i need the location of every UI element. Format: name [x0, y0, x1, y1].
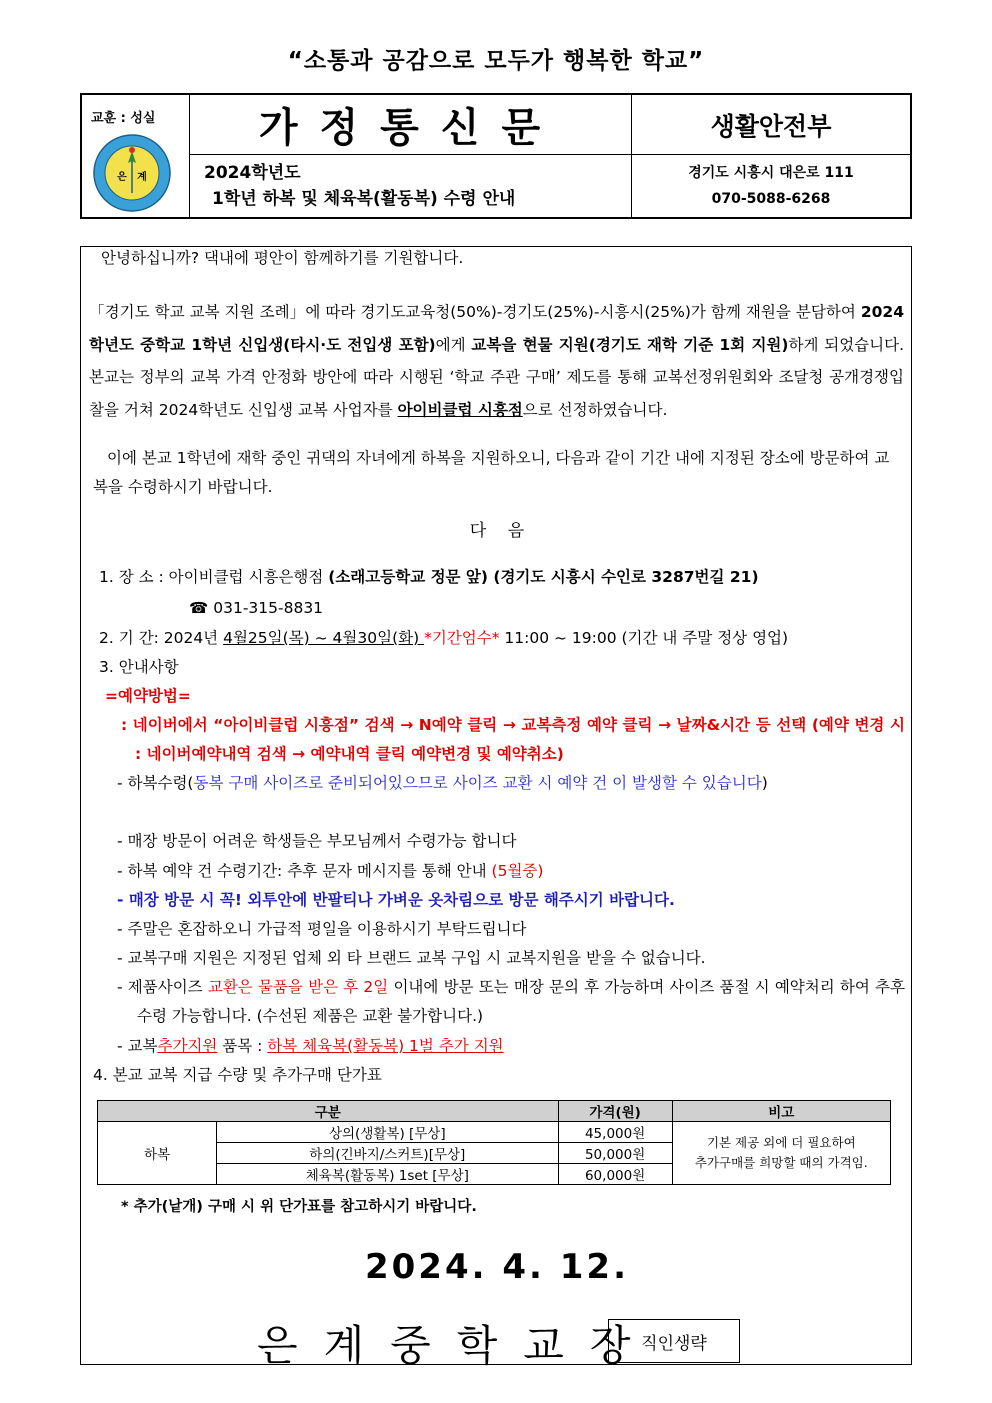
seal-omitted-box: 직인생략: [608, 1319, 740, 1363]
b3-a: - 하복 예약 건 수령기간: 추후 문자 메시지를 통해 안내: [117, 862, 492, 880]
b8-c: 품목 :: [217, 1037, 268, 1055]
intro-p1-e: 하게 되었습니다. 본교는 정부의 교복 가격 안정화 방안에 따라 시행된 ‘학교 주관 구매’ 제도를 통해 교복선정위원회와 조달청 공개경쟁입찰을 거쳐 2024학년도 신입생 교복 사업자를: [89, 335, 905, 419]
section-heading: 다 음: [469, 521, 525, 541]
intro-p1-d: 교복을 현물 지원(경기도 재학 기준 1회 지원): [471, 335, 789, 354]
b8-b: 추가지원: [157, 1037, 218, 1055]
bullet-extra-support: [117, 1032, 504, 1061]
intro-paragraph: [89, 296, 904, 426]
item-place: [99, 563, 911, 592]
period-label: 2. 기 간: 2024년: [99, 629, 224, 647]
place-detail: (소래고등학교 정문 앞) (경기도 시흥시 수인로 3287번길 21): [328, 568, 759, 586]
row-price: 45,000원: [558, 1122, 672, 1143]
emblem-char-right: 계: [137, 172, 147, 183]
bullet-summer-pickup: [117, 769, 889, 798]
group-summer: 하복: [98, 1122, 217, 1185]
reservation-steps: : 네이버에서 “아이비클럽 시흥점” 검색 → N예약 클릭 → 교복측정 예약 클릭 → 날짜&시간 등 선택 (예약 변경 시 : 네이버예약내역 검색 → 예약내역 클릭 예약변경 및 예약취소): [121, 716, 905, 763]
b7-a: - 제품사이즈: [117, 978, 208, 996]
b7-b: 교환은 물품을 받은 후 2일: [207, 978, 389, 996]
table-label: 4. 본교 교복 지급 수량 및 추가구매 단가표: [93, 1066, 382, 1084]
bullet-clothing: - 매장 방문 시 꼭! 외투안에 반팔티나 가벼운 옷차림으로 방문 해주시기 바랍니다.: [117, 891, 675, 909]
row-item: 상의(생활복) [무상]: [217, 1122, 559, 1143]
principal-signature: 은계중학교장: [257, 1321, 657, 1370]
subtitle-topic: 1학년 하복 및 체육복(활동복) 수령 안내: [212, 189, 516, 209]
place-phone: ☎ 031-315-8831: [189, 599, 324, 617]
period-hours: 11:00 ~ 19:00 (기간 내 주말 정상 영업): [499, 629, 789, 647]
department-name: 생활안전부: [632, 95, 910, 155]
school-emblem-icon: [92, 133, 172, 213]
issue-date: 2024. 4. 12.: [364, 1247, 630, 1287]
b1-b: 동복 구매 사이즈로 준비되어있으므로 사이즈 교환 시 예약 건 이 발생할 수 있습니다: [193, 774, 762, 792]
school-motto: 교훈 : 성실: [91, 111, 156, 126]
th-note: 비고: [672, 1101, 890, 1122]
header-box: [80, 93, 912, 219]
intro-p1-b: 2024학년도 중학교 1학년 신입생(타시·도 전입생 포함): [89, 303, 904, 354]
notice-subtitle: [190, 155, 632, 217]
footnote: * 추가(낱개) 구매 시 위 단가표를 참고하시기 바랍니다.: [121, 1199, 477, 1215]
bullet-brand: - 교복구매 지원은 지정된 업체 외 타 브랜드 교복 구입 시 교복지원을 받을 수 없습니다.: [117, 949, 706, 967]
b7-c: 이내에 방문 또는 매장 문의 후 가능하며 사이즈 품절 시 예약처리 하여 추후 수령 가능합니다. (수선된 제품은 교환 불가합니다.): [137, 978, 905, 1025]
th-category: 구분: [98, 1101, 559, 1122]
vendor-name: 아이비클럽 시흥점: [397, 400, 523, 419]
row-item: 하의(긴바지/스커트)[무상]: [217, 1143, 559, 1164]
school-phone: 070-5088-6268: [711, 191, 831, 207]
period-strict: *기간엄수*: [424, 629, 500, 647]
th-price: 가격(원): [558, 1101, 672, 1122]
b1-c: ): [761, 774, 768, 792]
school-address: 경기도 시흥시 대은로 111: [688, 165, 854, 181]
bullet-pickup-period: [117, 857, 543, 886]
b8-a: - 교복: [117, 1037, 158, 1055]
row-price: 60,000원: [558, 1164, 672, 1185]
emblem-char-left: 은: [117, 172, 127, 183]
b8-d: 하복 체육복(활동복) 1벌 추가 지원: [267, 1037, 504, 1055]
b3-b: (5월중): [491, 862, 544, 880]
contact-info: [632, 155, 910, 217]
intro-p1-g: 으로 선정하였습니다.: [522, 400, 668, 419]
reservation-title: =예약방법=: [105, 687, 191, 705]
item-period: [99, 624, 911, 653]
page-title: 가정통신문: [190, 95, 632, 155]
greeting: 안녕하십니까? 댁내에 평안이 함께하기를 기원합니다.: [101, 249, 464, 267]
school-emblem-cell: [82, 95, 190, 217]
table-row: [98, 1122, 891, 1143]
intro-p1-c: 에게: [435, 335, 472, 354]
slogan: “소통과 공감으로 모두가 행복한 학교”: [287, 48, 705, 74]
bullet-weekend: - 주말은 혼잡하오니 가급적 평일을 이용하시기 부탁드립니다: [117, 920, 527, 938]
row-item: 체육복(활동복) 1set [무상]: [217, 1164, 559, 1185]
place-label: 1. 장 소 : 아이비클럽 시흥은행점: [99, 568, 329, 586]
price-table: [97, 1100, 891, 1185]
intro-paragraph-2: 이에 본교 1학년에 재학 중인 귀댁의 자녀에게 하복을 지원하오니, 다음과 같이 기간 내에 지정된 장소에 방문하여 교복을 수령하시기 바랍니다.: [93, 449, 890, 496]
subtitle-year: 2024학년도: [204, 163, 301, 183]
bullet-exchange: [117, 973, 905, 1031]
b1-a: - 하복수령(: [117, 774, 194, 792]
price-note: [672, 1122, 890, 1185]
letter-body: [80, 246, 912, 1370]
notice-label: 3. 안내사항: [99, 658, 179, 676]
period-dates: 4월25일(목) ~ 4월30일(화): [223, 629, 425, 647]
bullet-parent-pickup: - 매장 방문이 어려운 학생들은 부모님께서 수령가능 합니다: [117, 832, 517, 850]
row-price: 50,000원: [558, 1143, 672, 1164]
note-line-2: 추가구매를 희망할 때의 가격임.: [694, 1155, 868, 1170]
note-line-1: 기본 제공 외에 더 필요하여: [706, 1135, 856, 1150]
intro-p1-a: 「경기도 학교 교복 지원 조례」에 따라 경기도교육청(50%)-경기도(25%)-시흥시(25%)가 함께 재원을 분담하여: [89, 303, 861, 321]
